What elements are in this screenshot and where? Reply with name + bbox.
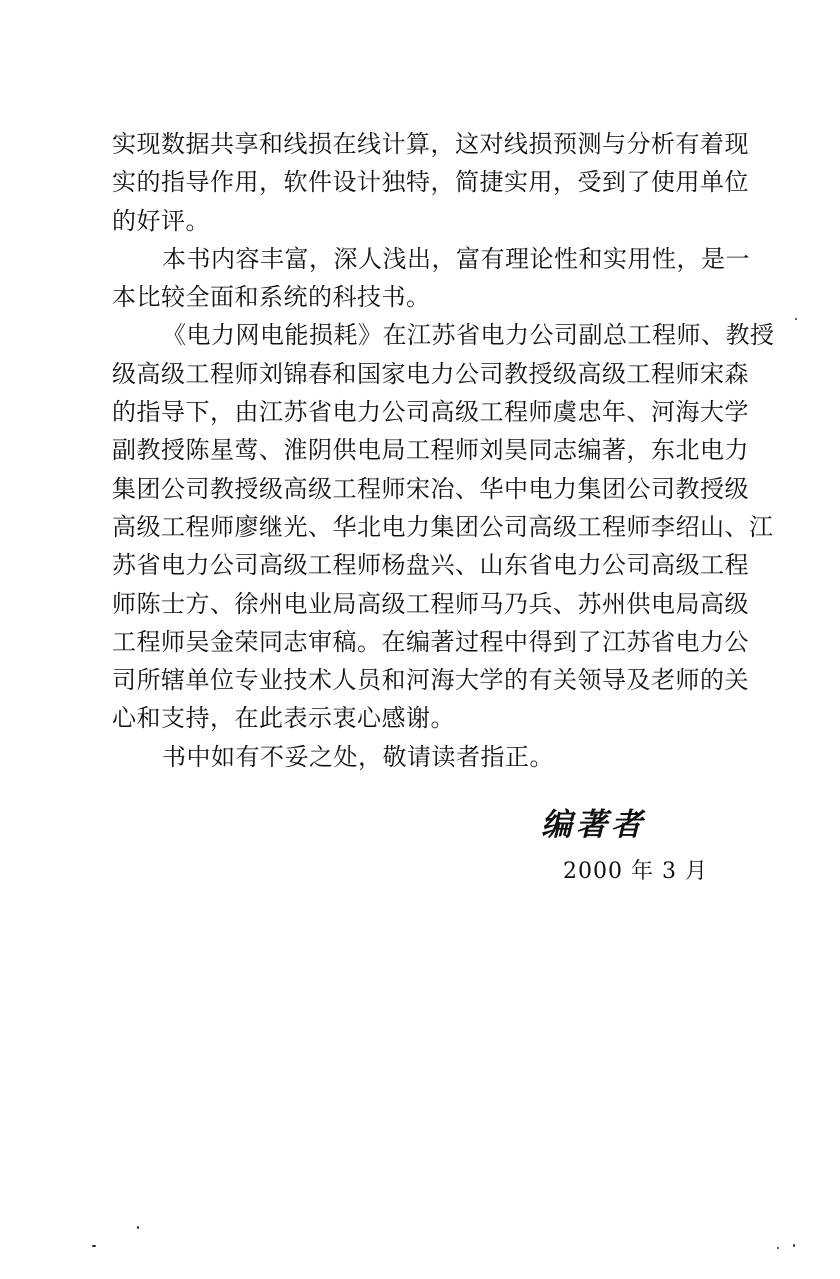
text-line: 的好评。 <box>112 206 210 235</box>
body-text <box>112 129 775 780</box>
text-line: 实现数据共享和线损在线计算，这对线损预测与分析有着现 <box>112 130 749 158</box>
text-line: 副教授陈星莺、淮阴供电局工程师刘昊同志编著，东北电力 <box>112 436 749 465</box>
scan-speck <box>793 1244 795 1247</box>
text-line: 司所辖单位专业技术人员和河海大学的有关领导及老师的关 <box>112 666 749 695</box>
text-line: 实的指导作用，软件设计独特，简捷实用，受到了使用单位 <box>112 168 749 197</box>
date-line: 2000 年 3 月 <box>563 859 708 884</box>
text-line: 心和支持，在此表示衷心感谢。 <box>112 704 455 733</box>
text-line: 集团公司教授级高级工程师宋冶、华中电力集团公司教授级 <box>112 474 749 503</box>
scan-speck <box>795 318 797 320</box>
scan-speck <box>92 1245 96 1247</box>
text-line: 本书内容丰富，深人浅出，富有理论性和实用性，是一 <box>162 244 750 273</box>
scan-speck <box>777 1247 779 1249</box>
text-line: 的指导下，由江苏省电力公司高级工程师虞忠年、河海大学 <box>112 398 749 427</box>
text-line: 师陈士方、徐州电业局高级工程师马乃兵、苏州供电局高级 <box>112 589 749 618</box>
text-line: 级高级工程师刘锦春和国家电力公司教授级高级工程师宋森 <box>112 359 749 388</box>
text-line: 高级工程师廖继光、华北电力集团公司高级工程师李绍山、江 <box>112 512 774 541</box>
text-line: 本比较全面和系统的科技书。 <box>112 283 431 312</box>
text-line: 《电力网电能损耗》在江苏省电力公司副总工程师、教授 <box>162 321 775 350</box>
text-line: 书中如有不妥之处，敬请读者指正。 <box>162 742 554 771</box>
text-line: 工程师吴金荣同志审稿。在编著过程中得到了江苏省电力公 <box>112 627 749 656</box>
author-signature: 编著者 <box>541 807 646 843</box>
text-line: 苏省电力公司高级工程师杨盘兴、山东省电力公司高级工程 <box>112 551 749 580</box>
scan-speck <box>137 1226 139 1229</box>
